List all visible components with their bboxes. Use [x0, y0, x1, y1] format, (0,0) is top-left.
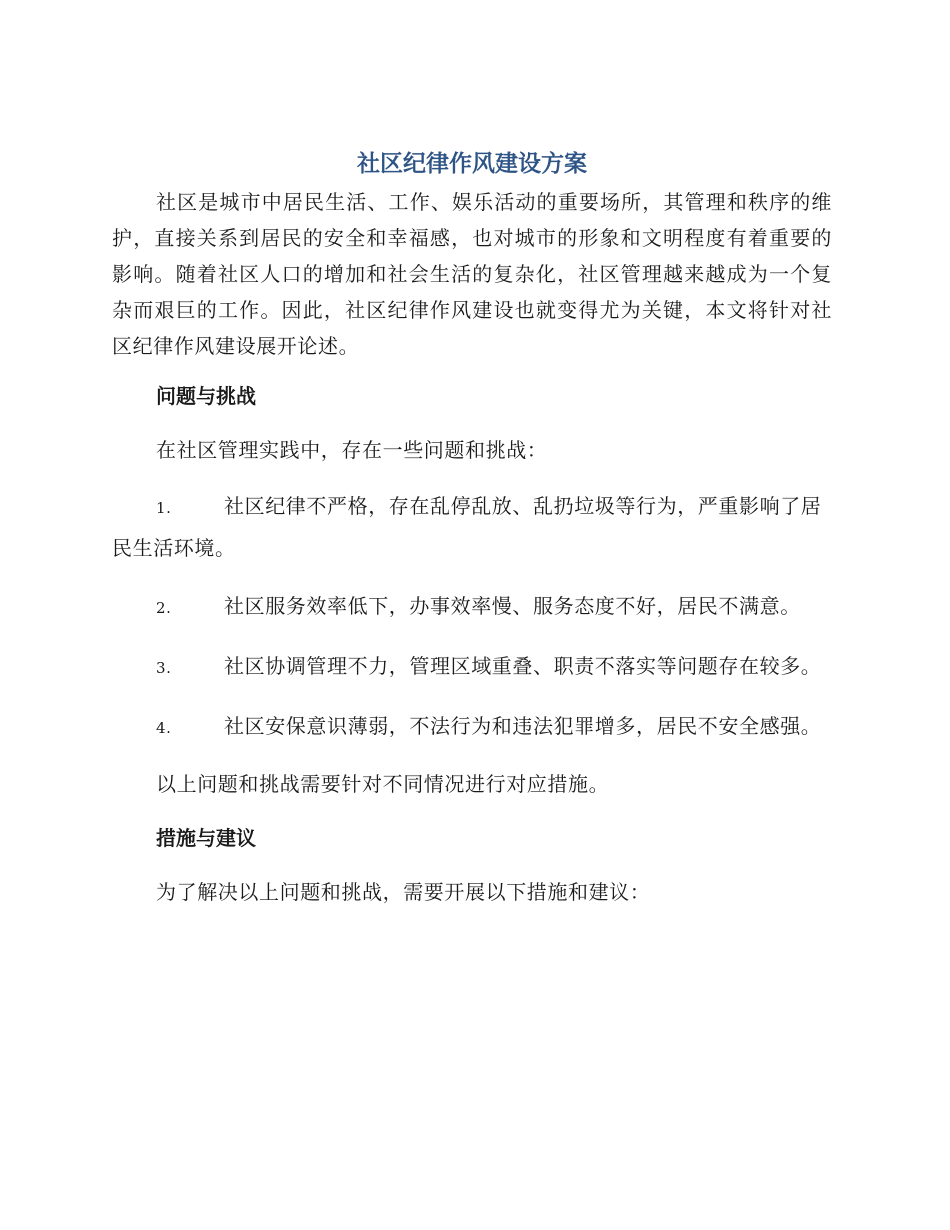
section-heading-problems: 问题与挑战: [156, 384, 256, 408]
list-item-text: 社区安保意识薄弱，不法行为和违法犯罪增多，居民不安全感强。: [224, 714, 822, 738]
list-item-text: 社区服务效率低下，办事效率慢、服务态度不好，居民不满意。: [224, 594, 801, 618]
section-closing-problems: 以上问题和挑战需要针对不同情况进行对应措施。: [156, 772, 610, 796]
list-item-number: 4.: [156, 719, 172, 737]
list-item: [112, 486, 832, 568]
spacer: [112, 628, 832, 646]
spacer: [112, 468, 832, 486]
spacer: [112, 802, 832, 820]
spacer: [112, 688, 832, 706]
section-heading-measures: 措施与建议: [156, 826, 256, 850]
list-item-number: 2.: [156, 599, 172, 617]
section-lead-problems: 在社区管理实践中，存在一些问题和挑战：: [156, 438, 548, 462]
spacer: [112, 748, 832, 766]
spacer: [112, 568, 832, 586]
intro-paragraph: 社区是城市中居民生活、工作、娱乐活动的重要场所，其管理和秩序的维护，直接关系到居民的安全和幸福感，也对城市的形象和文明程度有着重要的影响。随着社区人口的增加和社会生活的复杂化，社区管理越来越成为一个复杂而艰巨的工作。因此，社区纪律作风建设也就变得尤为关键，本文将针对社区纪律作风建设展开论述。: [112, 190, 832, 358]
document-title: 社区纪律作风建设方案: [357, 151, 587, 177]
list-item-text: 社区协调管理不力，管理区域重叠、职责不落实等问题存在较多。: [224, 654, 822, 678]
list-item-number: 3.: [156, 659, 172, 677]
list-item-text: 社区纪律不严格，存在乱停乱放、乱扔垃圾等行为，严重影响了居民生活环境。: [112, 494, 822, 560]
list-item: [112, 586, 832, 628]
list-item: [112, 646, 832, 688]
spacer: [112, 414, 832, 432]
list-item-number: 1.: [156, 499, 172, 517]
spacer: [112, 856, 832, 874]
list-item: [112, 706, 832, 748]
spacer: [112, 364, 832, 378]
document-page: [112, 144, 832, 910]
section-lead-measures: 为了解决以上问题和挑战，需要开展以下措施和建议：: [156, 880, 651, 904]
